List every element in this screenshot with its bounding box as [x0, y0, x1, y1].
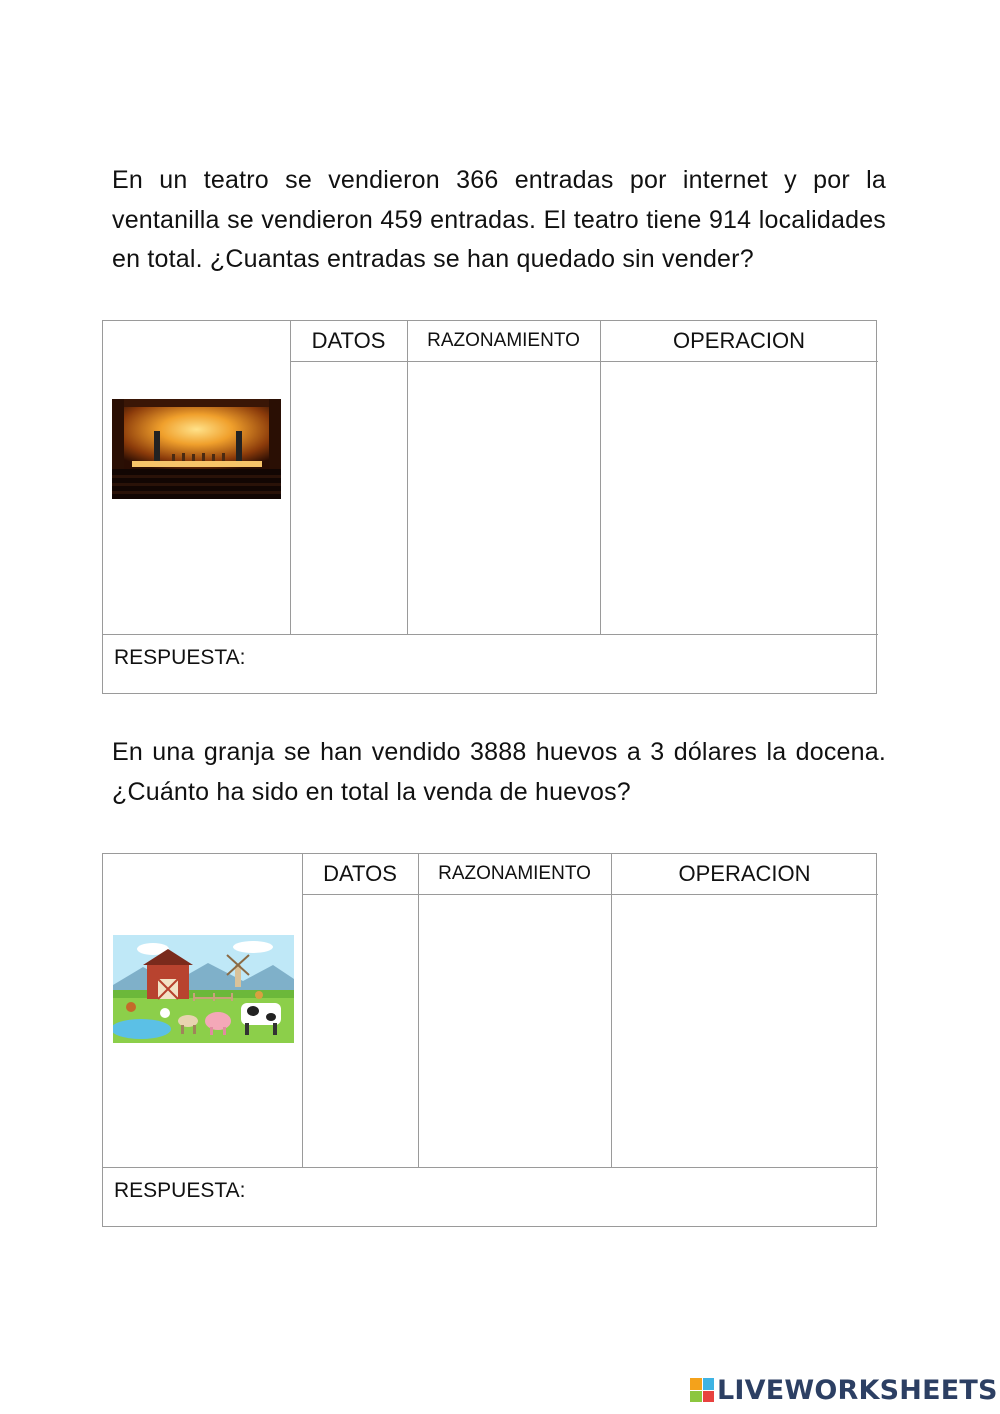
operacion-answer-area[interactable]: [612, 895, 878, 1167]
brand-name: LIVEWORKSHEETS: [717, 1374, 998, 1406]
problem-1-text: En un teatro se vendieron 366 entradas por internet y por la ventanilla se vendieron 459 entradas. El teatro tiene 914 localidades en total. ¿Cuantas entradas se han quedado sin vender?: [112, 166, 886, 273]
problem-1-table: [102, 320, 877, 694]
farm-animals-illustration: [113, 935, 294, 1043]
razonamiento-answer-area[interactable]: [419, 895, 611, 1167]
razonamiento-header: RAZONAMIENTO: [427, 330, 580, 351]
answer-label: RESPUESTA:: [114, 646, 246, 669]
datos-header: DATOS: [323, 861, 397, 886]
problem-2-table: [102, 853, 877, 1227]
razonamiento-answer-area[interactable]: [408, 362, 600, 634]
datos-header: DATOS: [311, 328, 386, 353]
operacion-answer-area[interactable]: [601, 362, 878, 634]
datos-answer-area[interactable]: [303, 895, 418, 1167]
answer-label: RESPUESTA:: [114, 1179, 246, 1202]
liveworksheets-brand: [690, 1374, 998, 1406]
operacion-header: OPERACION: [672, 328, 806, 353]
datos-answer-area[interactable]: [291, 362, 407, 634]
operacion-header: OPERACION: [678, 861, 811, 886]
liveworksheets-logo-icon: [690, 1378, 714, 1402]
theater-stage-photo: [112, 399, 281, 499]
razonamiento-header: RAZONAMIENTO: [438, 863, 591, 884]
problem-2-text: En una granja se han vendido 3888 huevos a 3 dólares la docena. ¿Cuánto ha sido en total la venda de huevos?: [112, 738, 886, 806]
answer-input-area[interactable]: [253, 1168, 878, 1227]
answer-input-area[interactable]: [253, 635, 878, 694]
